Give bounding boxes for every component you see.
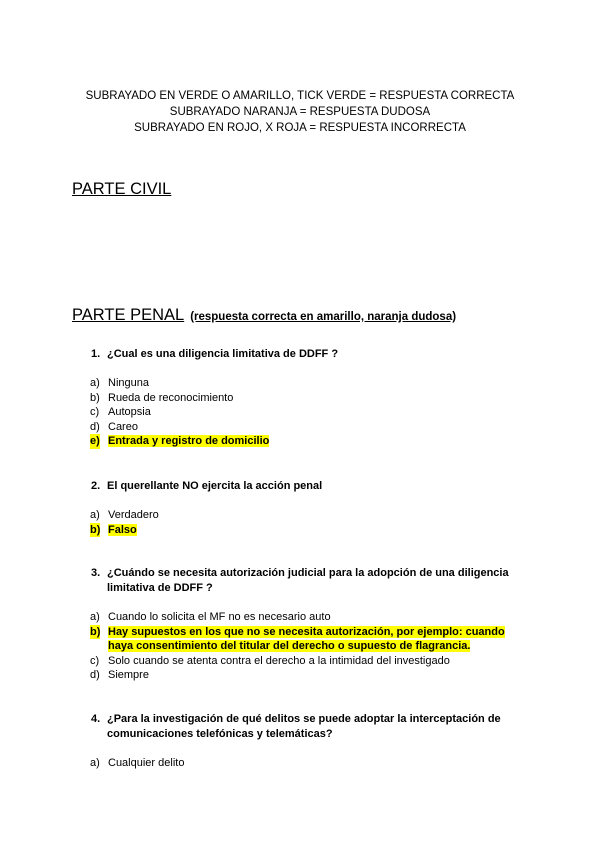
- option-text: Entrada y registro de domicilio: [108, 435, 270, 448]
- question-text: ¿Cuándo se necesita autorización judicial para la adopción de una diligencia limitativa de DDFF ?: [107, 567, 509, 594]
- option-text: Verdadero: [108, 509, 159, 521]
- option: [90, 668, 530, 683]
- question-number: 4.: [91, 713, 101, 725]
- option-letter: c): [90, 654, 100, 667]
- option-correct: [90, 434, 530, 449]
- options-4: [90, 756, 530, 771]
- option-letter: a): [90, 757, 100, 769]
- option-letter: b): [90, 625, 101, 638]
- option-letter: d): [90, 420, 100, 433]
- option-letter: b): [90, 391, 100, 404]
- option-text: Cuando lo solicita el MF no es necesario auto: [108, 611, 331, 623]
- option-text: Siempre: [108, 669, 149, 682]
- option: [90, 420, 530, 435]
- legend-line-2: SUBRAYADO NARANJA = RESPUESTA DUDOSA: [169, 106, 431, 118]
- option-letter: a): [90, 377, 100, 389]
- option-correct: [90, 625, 530, 654]
- option: [90, 610, 530, 625]
- option-correct: [90, 523, 530, 538]
- option-text: Ninguna: [108, 377, 149, 389]
- question-text: ¿Cual es una diligencia limitativa de DDFF ?: [107, 348, 339, 360]
- legend: [0, 88, 600, 136]
- option-text: Rueda de reconocimiento: [108, 391, 234, 404]
- option: [90, 756, 530, 771]
- option-letter: c): [90, 406, 100, 419]
- options-3: [90, 610, 530, 683]
- question-3: [91, 566, 521, 595]
- question-text: ¿Para la investigación de qué delitos se puede adoptar la interceptación de comunicaciones telefónicas y telemáticas?: [107, 713, 501, 740]
- option-text: Cualquier delito: [108, 757, 185, 769]
- question-number: 2.: [91, 480, 101, 492]
- option: [90, 391, 530, 406]
- options-1: [90, 376, 530, 449]
- legend-line-3: SUBRAYADO EN ROJO, X ROJA = RESPUESTA INCORRECTA: [134, 122, 466, 134]
- option: [90, 405, 530, 420]
- section-header-penal: [72, 306, 456, 325]
- option-text: Careo: [108, 420, 138, 433]
- option: [90, 376, 530, 391]
- option-text: Falso: [108, 523, 137, 536]
- section-title-civil: PARTE CIVIL: [72, 180, 172, 198]
- question-text: El querellante NO ejercita la acción penal: [107, 480, 323, 492]
- option-letter: b): [90, 523, 101, 536]
- option-letter: e): [90, 435, 100, 448]
- question-number: 1.: [91, 348, 101, 360]
- option-letter: d): [90, 669, 100, 682]
- option-text: Autopsia: [108, 406, 151, 419]
- question-4: [91, 712, 521, 741]
- question-2: [91, 479, 521, 494]
- option-letter: a): [90, 509, 100, 521]
- option: [90, 654, 530, 669]
- option-text: Hay supuestos en los que no se necesita autorización, por ejemplo: cuando haya consentimiento del titular del derecho o supuesto de flagrancia.: [108, 625, 505, 653]
- option-letter: a): [90, 611, 100, 623]
- options-2: [90, 508, 530, 537]
- section-title-penal: PARTE PENAL: [72, 306, 185, 324]
- option: [90, 508, 530, 523]
- option-text: Solo cuando se atenta contra el derecho a la intimidad del investigado: [108, 654, 450, 667]
- legend-line-1: SUBRAYADO EN VERDE O AMARILLO, TICK VERDE = RESPUESTA CORRECTA: [85, 90, 515, 102]
- section-note: (respuesta correcta en amarillo, naranja dudosa): [190, 311, 457, 323]
- question-1: [91, 347, 521, 362]
- question-number: 3.: [91, 567, 101, 579]
